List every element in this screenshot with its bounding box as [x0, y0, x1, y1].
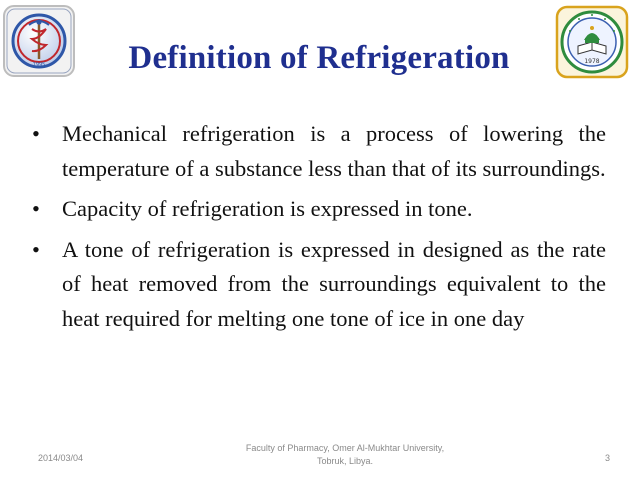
university-seal-icon: [554, 4, 630, 80]
slide-title: Definition of Refrigeration: [128, 40, 510, 76]
left-logo-year: 1995: [32, 62, 46, 68]
bullet-text: A tone of refrigeration is expressed in designed as the rate of heat removed from the surroundings equivalent to the heat required for melting one tone of ice in one day: [62, 236, 606, 331]
bullet-item: [26, 233, 606, 337]
bullet-item: [26, 117, 606, 186]
bullet-marker: •: [32, 196, 40, 221]
university-seal-graphic: [554, 4, 630, 80]
footer-institution-line-2: Tobruk, Libya.: [316, 456, 374, 466]
footer-date: 2014/03/04: [38, 453, 84, 463]
bullet-text: Mechanical refrigeration is a process of lowering the temperature of a substance less than that of its surroundings.: [62, 121, 606, 181]
bullet-item: [26, 192, 606, 227]
bullet-marker: •: [32, 121, 40, 146]
bullet-text: Capacity of refrigeration is expressed in tone.: [62, 196, 473, 221]
bullet-marker: •: [32, 236, 40, 262]
page-number: 3: [604, 453, 610, 463]
pharmacy-faculty-logo-icon: [1, 3, 77, 79]
right-logo-year: 1978: [584, 58, 600, 65]
bullet-list: [26, 117, 606, 342]
pharmacy-faculty-logo-graphic: [1, 3, 77, 79]
footer-institution: [230, 442, 460, 468]
footer-institution-line-1: Faculty of Pharmacy, Omer Al-Mukhtar University,: [245, 443, 445, 453]
